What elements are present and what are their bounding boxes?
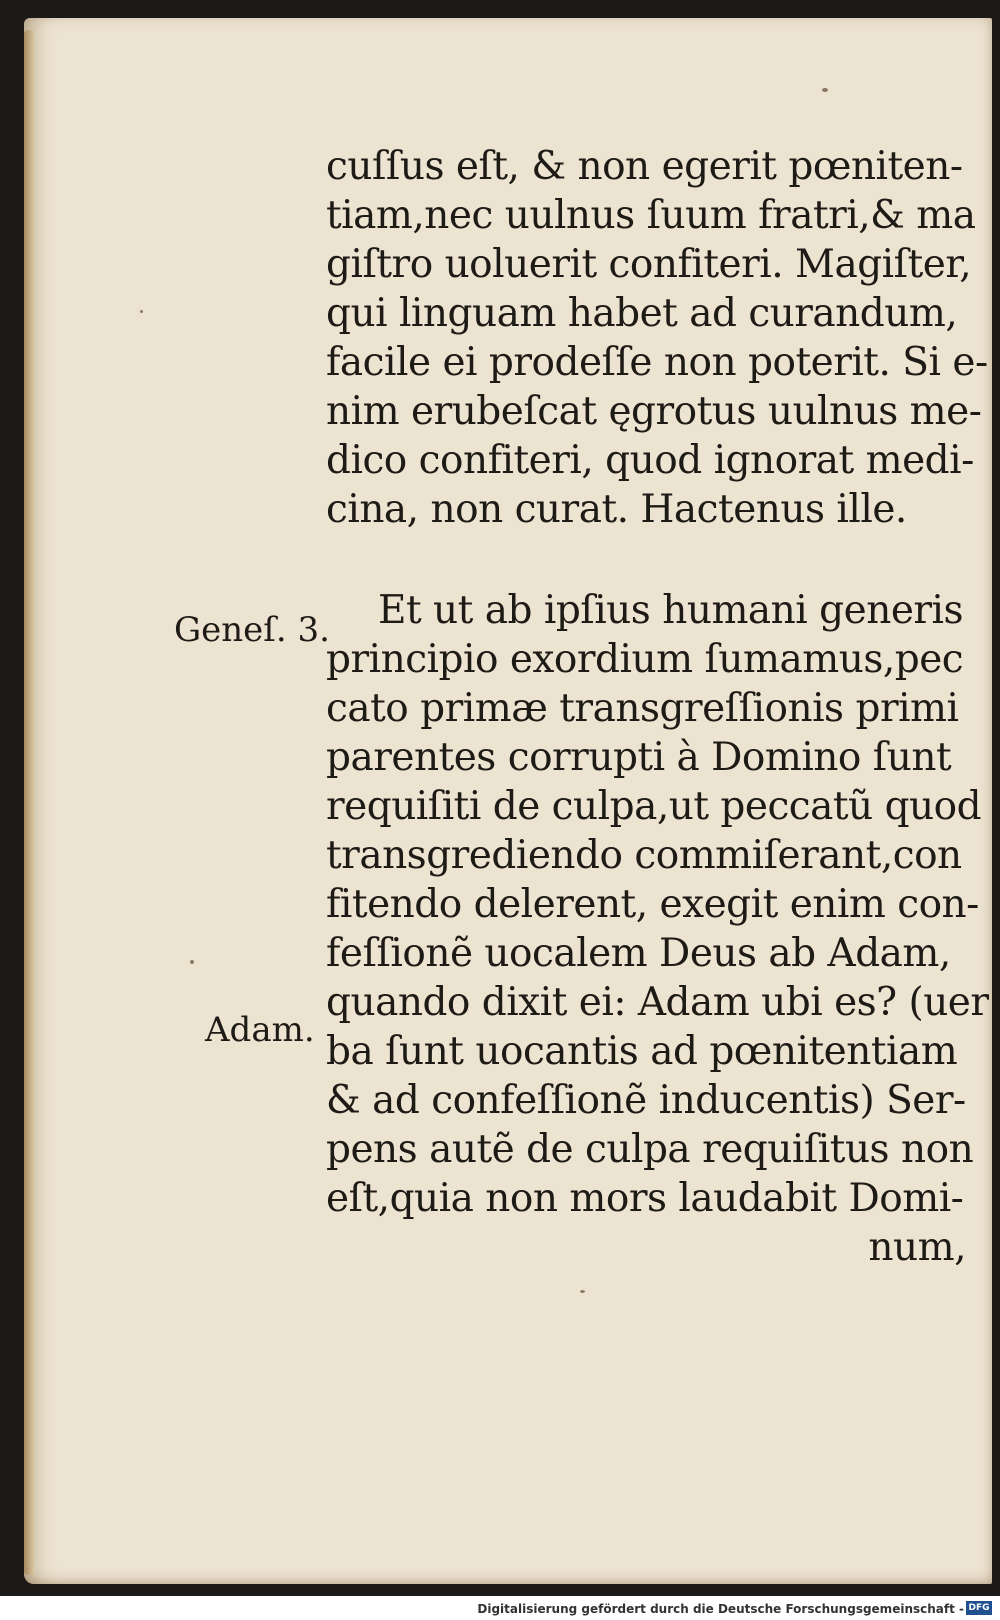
text-line: facile ei prodeſſe non poterit. Si e-	[326, 340, 988, 385]
text-line: giſtro uoluerit confiteri. Magiſter,	[326, 242, 972, 287]
text-line: dico confiteri, quod ignorat medi-	[326, 438, 974, 483]
margin-note-genesis: Geneſ. 3.	[174, 610, 330, 650]
text-line: principio exordium ſumamus,pec	[326, 637, 964, 682]
margin-note-adam: Adam.	[205, 1010, 315, 1050]
paper-speck	[190, 960, 194, 964]
paper-speck	[580, 1290, 585, 1293]
text-line: nim erubeſcat ęgrotus uulnus me-	[326, 389, 982, 434]
paper-speck	[140, 310, 143, 313]
text-line: cato primæ transgreſſionis primi	[326, 686, 959, 731]
text-line: & ad confeſſionẽ inducentis) Ser-	[326, 1078, 966, 1123]
text-line: feſſionẽ uocalem Deus ab Adam,	[326, 931, 951, 976]
text-line: fitendo delerent, exegit enim con-	[326, 882, 979, 927]
funding-credit: Digitalisierung gefördert durch die Deutsche Forschungsgemeinschaft -	[477, 1602, 964, 1616]
paragraph-gap	[326, 534, 966, 586]
text-line: quando dixit ei: Adam ubi es? (uer	[326, 980, 989, 1025]
text-line: qui linguam habet ad curandum,	[326, 291, 958, 336]
page-gutter-edge	[24, 30, 34, 1575]
text-line: cina, non curat. Hactenus ille.	[326, 487, 907, 532]
text-line: pens autẽ de culpa requiſitus non	[326, 1127, 974, 1172]
text-line: cuſſus eſt, & non egerit pœniten-	[326, 144, 963, 189]
text-line: eſt,quia non mors laudabit Domi-	[326, 1176, 964, 1221]
dfg-logo: DFG	[966, 1601, 992, 1615]
text-line: tiam,nec uulnus ſuum fratri,& ma	[326, 193, 976, 238]
text-line: Et ut ab ipſius humani generis	[378, 588, 964, 633]
text-line: transgrediendo commiſerant,con	[326, 833, 962, 878]
page-text	[326, 142, 989, 1272]
paper-speck	[822, 88, 828, 92]
catchword: num,	[868, 1225, 966, 1270]
text-line: parentes corrupti à Domino ſunt	[326, 735, 952, 780]
text-line: ba ſunt uocantis ad pœnitentiam	[326, 1029, 958, 1074]
text-line: requiſiti de culpa,ut peccatũ quod	[326, 784, 982, 829]
